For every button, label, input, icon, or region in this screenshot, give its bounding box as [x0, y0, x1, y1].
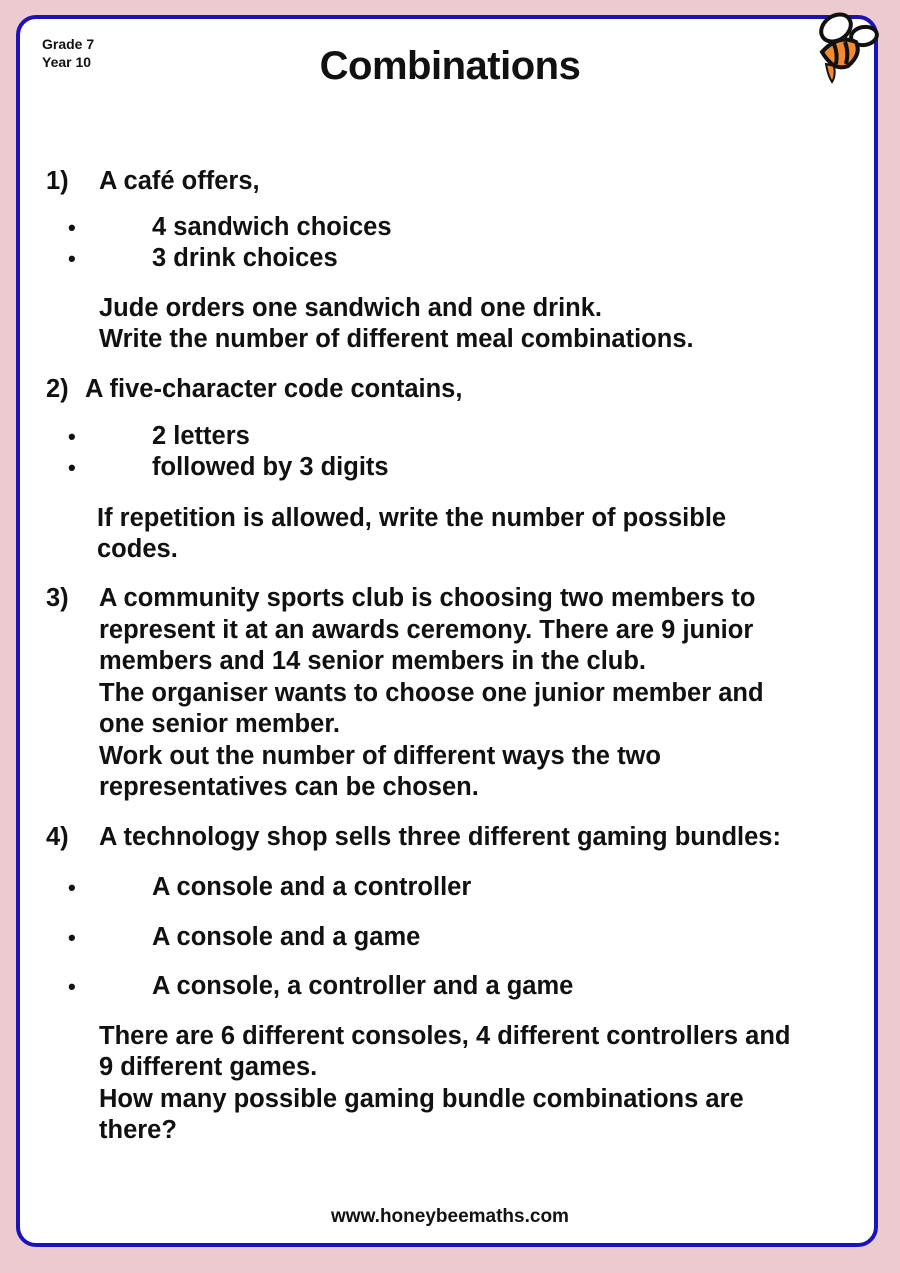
year-label: Year 10 [42, 54, 92, 70]
question-2-bullet-2: followed by 3 digits [152, 453, 389, 481]
question-3-body-line: representatives can be chosen. [99, 773, 479, 801]
question-1-intro: A café offers, [99, 167, 260, 195]
question-2-body-line: codes. [97, 535, 178, 563]
question-2-intro: A five-character code contains, [85, 375, 463, 403]
question-3-body-line: members and 14 senior members in the club. [99, 647, 647, 675]
bullet-icon: • [68, 215, 76, 240]
question-3-body-line: The organiser wants to choose one junior member and [99, 679, 764, 707]
question-1-bullet-2: 3 drink choices [152, 244, 338, 272]
question-2-number: 2) [46, 375, 69, 403]
question-3-number: 3) [46, 584, 69, 612]
question-4-body-line: How many possible gaming bundle combinations are [99, 1085, 744, 1113]
bullet-icon: • [68, 455, 76, 480]
question-4-body-line: there? [99, 1116, 177, 1144]
question-1-body-line: Jude orders one sandwich and one drink. [99, 294, 603, 322]
question-4-bullet-2: A console and a game [152, 923, 421, 951]
honeybee-logo-icon [808, 6, 886, 88]
question-4-body-line: There are 6 different consoles, 4 different controllers and [99, 1022, 791, 1050]
question-4-intro: A technology shop sells three different gaming bundles: [99, 823, 781, 851]
question-3-body-line: represent it at an awards ceremony. There are 9 junior [99, 616, 754, 644]
question-1-body-line: Write the number of different meal combinations. [99, 325, 694, 353]
question-3-body-line: Work out the number of different ways the two [99, 742, 661, 770]
question-4-bullet-1: A console and a controller [152, 873, 472, 901]
bullet-icon: • [68, 246, 76, 271]
bullet-icon: • [68, 974, 76, 999]
question-3-body-line: A community sports club is choosing two members to [99, 584, 756, 612]
bullet-icon: • [68, 875, 76, 900]
question-4-bullet-3: A console, a controller and a game [152, 972, 574, 1000]
page-title: Combinations [319, 44, 581, 88]
question-2-bullet-1: 2 letters [152, 422, 250, 450]
question-3-body-line: one senior member. [99, 710, 340, 738]
footer-website: www.honeybeemaths.com [331, 1206, 569, 1227]
bullet-icon: • [68, 424, 76, 449]
question-1-number: 1) [46, 167, 69, 195]
question-4-number: 4) [46, 823, 69, 851]
question-1-bullet-1: 4 sandwich choices [152, 213, 392, 241]
question-2-body-line: If repetition is allowed, write the number of possible [97, 504, 727, 532]
grade-label: Grade 7 [42, 36, 95, 52]
question-4-body-line: 9 different games. [99, 1053, 318, 1081]
bullet-icon: • [68, 925, 76, 950]
